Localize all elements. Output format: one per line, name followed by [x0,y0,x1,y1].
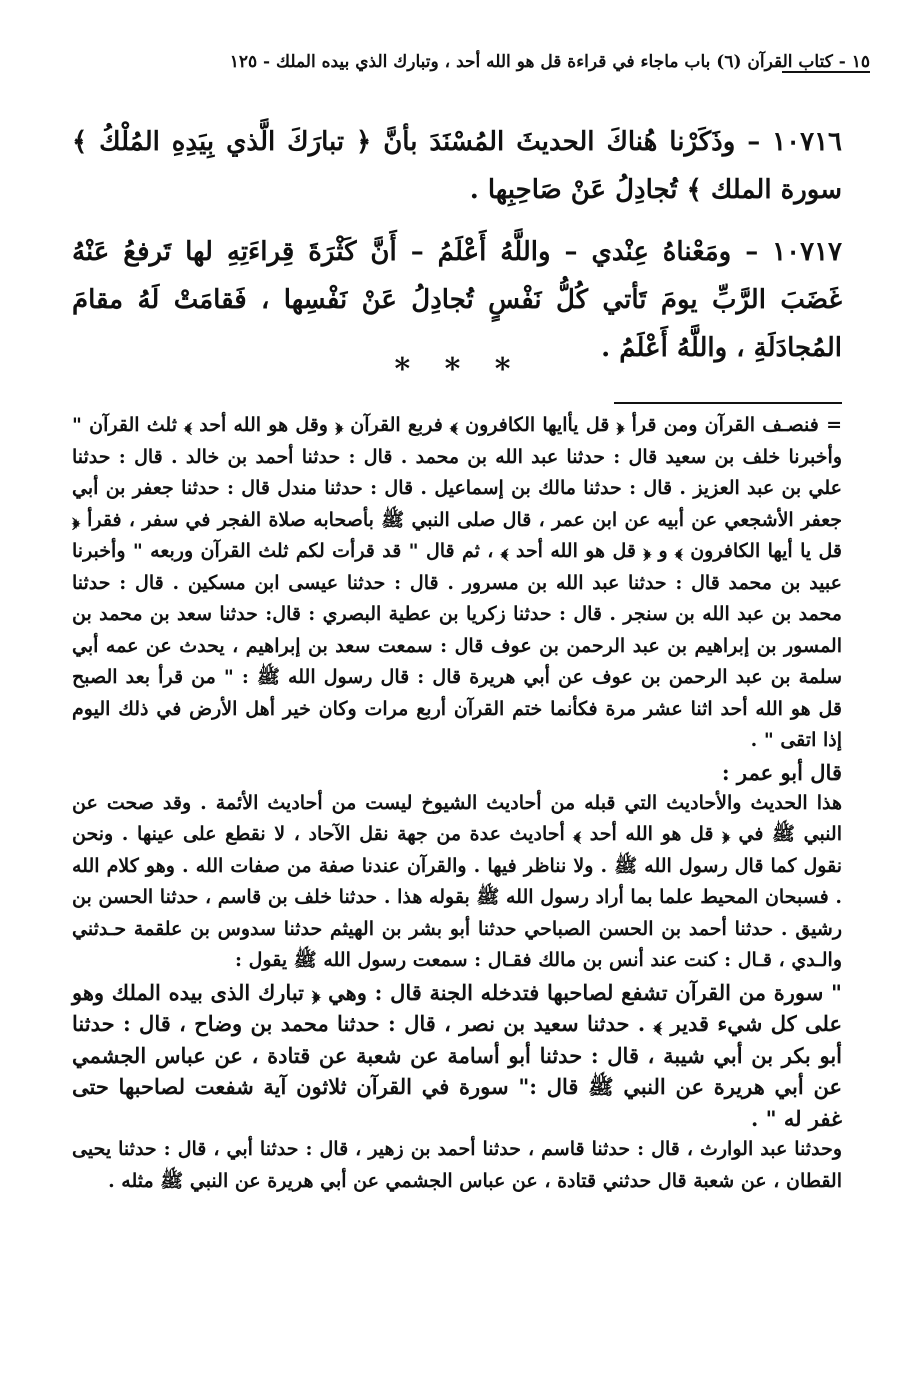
footnote-paragraph: " سورة من القرآن تشفع لصاحبها فتدخله الجنة قال : وهي ﴿ تبارك الذى بيده الملك وهو على كل شيء قدير ﴾ . حدثنا سعيد بن نصر ، قال : حدثنا محمد بن وضاح ، قال : حدثنا أبو بكر بن أبي شيبة ، قال : حدثنا أبو أسامة عن شعبة عن قتادة ، عن عباس الجشمي عن أبي هريرة عن النبي ﷺ قال :" سورة في القرآن ثلاثون آية شفعت لصاحبها حتى غفر له " . [72,979,842,1131]
header-rule [782,71,870,73]
footnote-paragraph: وحدثنا عبد الوارث ، قال : حدثنا قاسم ، حدثنا أحمد بن زهير ، قال : حدثنا أبي ، قال : حدثنا يحيى القطان ، عن شعبة قال حدثني قتادة ، عن عباس الجشمي عن أبي هريرة عن النبي ﷺ مثله . [72,1138,842,1192]
footnote-paragraph: هذا الحديث والأحاديث التي قبله من أحاديث الشيوخ ليست من أحاديث الأئمة . وقد صحت عن النبي ﷺ في ﴿ قل هو الله أحد ﴾ أحاديث عدة من جهة نقل الآحاد ، لا نقطع على عينها . ونحن نقول كما قال رسول الله ﷺ . ولا نناظر فيها . والقرآن عندنا صفة من صفات الله . وهو كلام الله . فسبحان المحيط علما بما أراد رسول الله ﷺ بقوله هذا . حدثنا خلف بن قاسم ، حدثنا الحسن بن رشيق . حدثنا أحمد بن الحسن الصباحي حدثنا أبو بشر بن الهيثم حدثنا سدوس بن علقمة حـدثني والـدي ، قـال : كنت عند أنس بن مالك فقـال : سمعت رسول الله ﷺ يقول : [72,791,842,971]
paragraph-10716: ١٠٧١٦ – وذَكَرْنا هُناكَ الحديثَ المُسْنَدَ بأنَّ ﴿ تبارَكَ الَّذي بِيَدِهِ المُلْكُ ﴾ سورة الملك ﴾ تُجادِلُ عَنْ صَاحِبِها . [72,127,842,205]
paragraph-10717: ١٠٧١٧ – ومَعْناهُ عِنْدي – واللَّهُ أَعْلَمُ – أَنَّ كَثْرَةَ قِراءَتِهِ لها تَرفعُ عَنْهُ غَضَبَ الرَّبِّ يومَ تَأتي كُلُّ نَفْسٍ تُجادِلُ عَنْ نَفْسِها ، فَقامَتْ لَهُ مقامَ المُجادَلَةِ ، واللَّهُ أَعْلَمُ . [72,237,842,363]
running-header: ١٥ - كتاب القرآن (٦) باب ماجاء في قراءة قل هو الله أحد ، وتبارك الذي بيده الملك - ١٢٥ [229,52,870,72]
footnotes [72,410,842,1197]
section-separator: * * * [394,352,523,387]
footnote-heading: قال أبو عمر : [721,759,842,785]
footnote-paragraph: = فنصـف القرآن ومن قرأ ﴿ قل يأايها الكافرون ﴾ فربع القرآن ﴿ وقل هو الله أحد ﴾ ثلث القرآن " وأخبرنا خلف بن سعيد قال : حدثنا عبد الله بن محمد . قال : حدثنا أحمد بن خالد . قال : حدثنا علي بن عبد العزيز . قال : حدثنا مالك بن إسماعيل . قال : حدثنا مندل قال : حدثنا جعفر بن أبي جعفر الأشجعي عن أبيه عن ابن عمر ، قال صلى النبي ﷺ بأصحابه صلاة الفجر في سفر ، فقرأ ﴿ قل يا أيها الكافرون ﴾ و ﴿ قل هو الله أحد ﴾ ، ثم قال " قد قرأت لكم ثلث القرآن وربعه " وأخبرنا عبيد بن محمد قال : حدثنا عبد الله بن مسرور . قال : حدثنا عيسى ابن مسكين . قال : حدثنا محمد بن عبد الله بن سنجر . قال : حدثنا زكريا بن عطية البصري : قال: حدثنا سعد بن محمد بن المسور بن إبراهيم بن عبد الرحمن بن عوف قال : سمعت سعد بن إبراهيم ، يحدث عن عمه أبي سلمة بن عبد الرحمن بن عوف عن أبي هريرة قال : قال رسول الله ﷺ : " من قرأ بعد الصبح قل هو الله أحد اثنا عشر مرة فكأنما ختم القرآن أربع مرات وكان خير أهل الأرض في ذلك اليوم إذا اتقى " . [72,414,842,751]
footnote-rule [614,402,842,404]
